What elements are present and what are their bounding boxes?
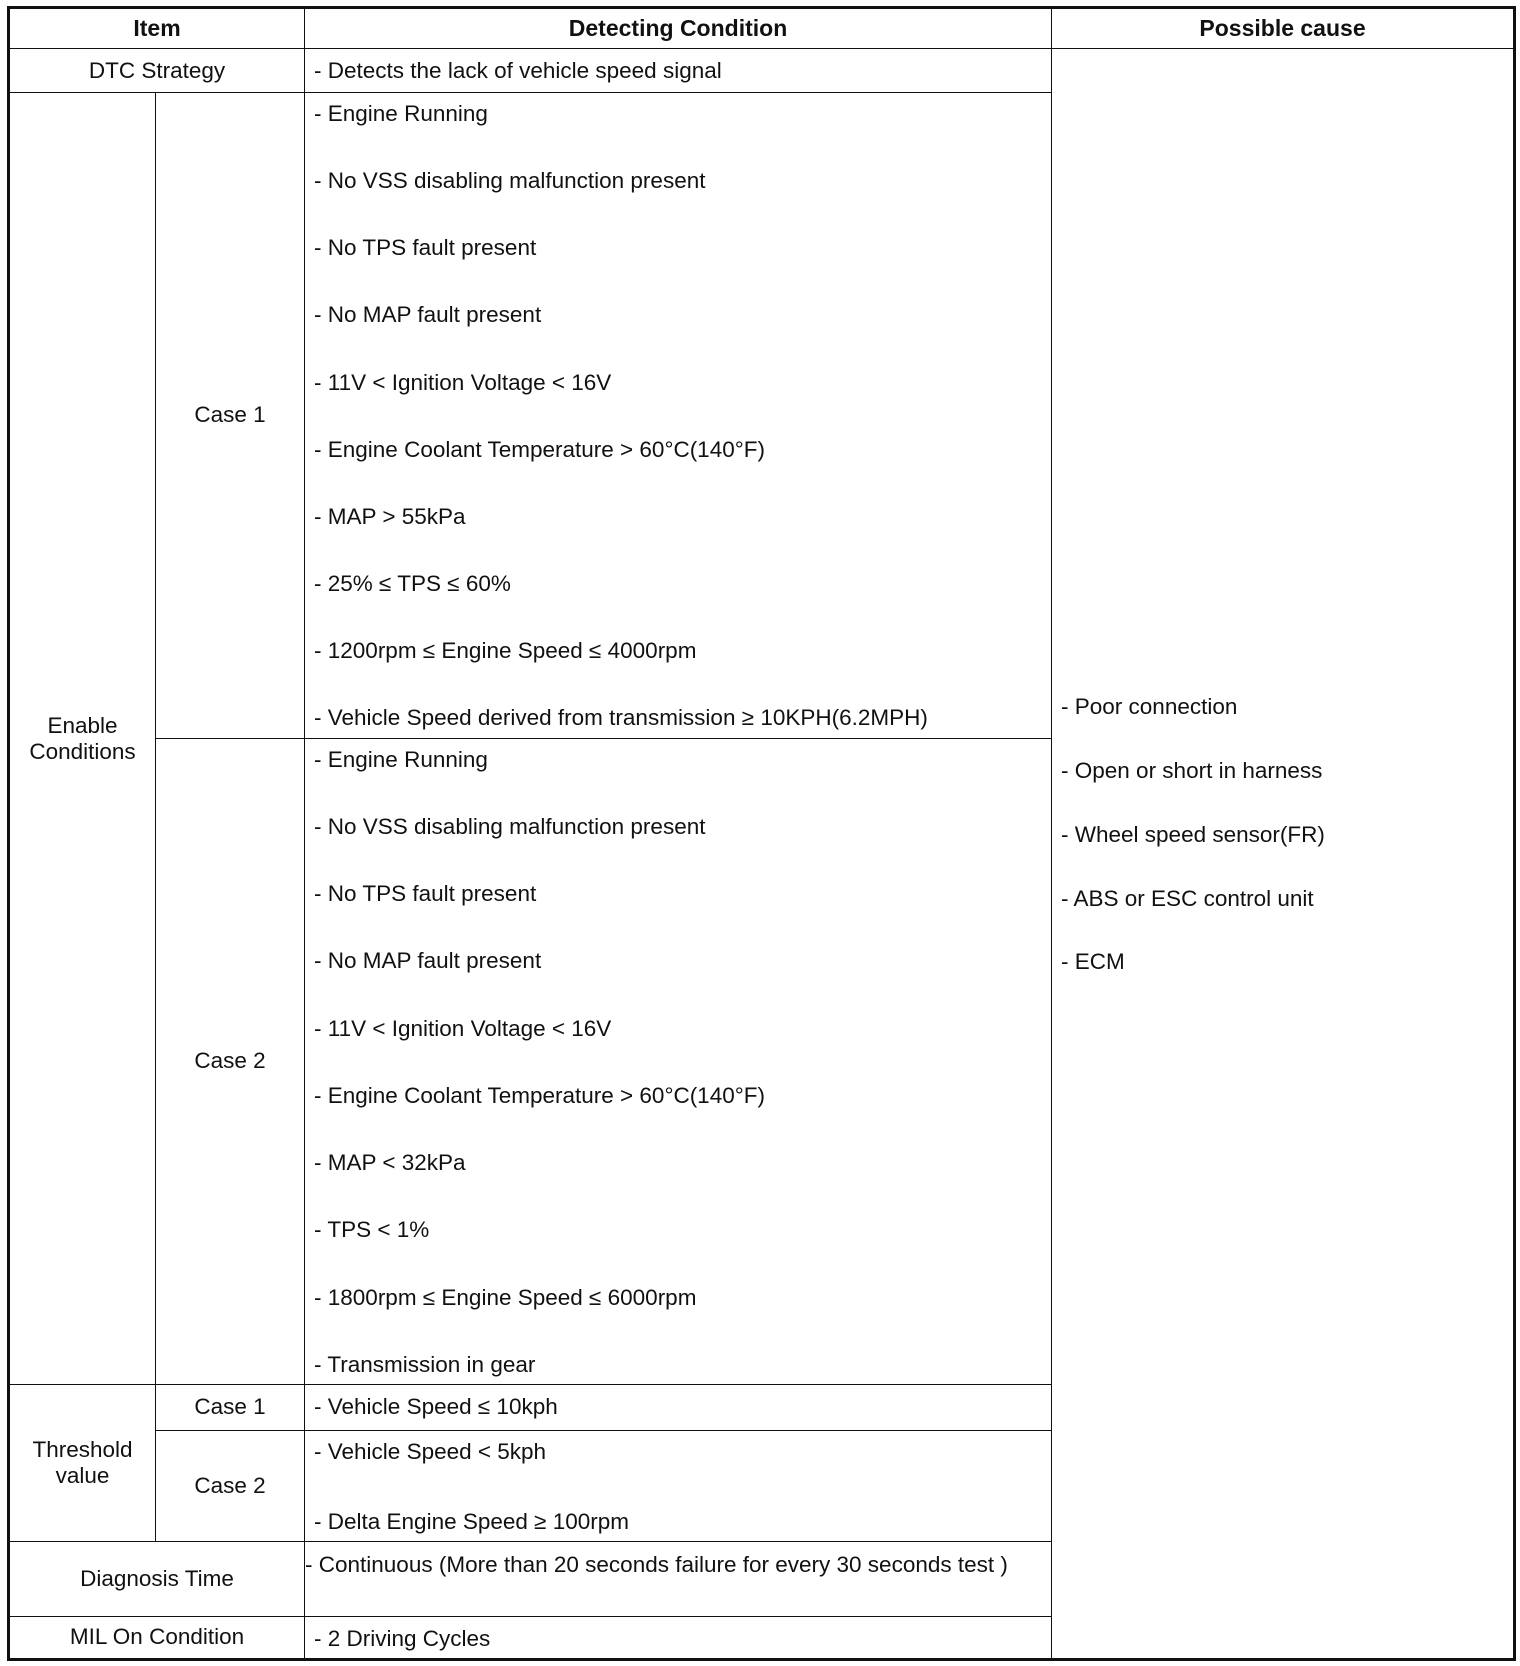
condition-item: - Engine Running [314,100,488,126]
condition-item: - No MAP fault present [314,948,542,974]
condition-item: - 11V < Ignition Voltage < 16V [314,369,612,395]
possible-cause-item: - Wheel speed sensor(FR) [1061,821,1325,847]
diagnosis-time-label: Diagnosis Time [9,1541,305,1616]
dtc-strategy-label: DTC Strategy [9,49,305,92]
condition-item: - TPS < 1% [314,1217,430,1243]
threshold-case1-label: Case 1 [156,1385,305,1430]
mil-on-condition-label: MIL On Condition [9,1616,305,1660]
possible-cause-item: - Open or short in harness [1061,758,1323,784]
threshold-case1-conditions: - Vehicle Speed ≤ 10kph [305,1385,1052,1430]
possible-cause-item: - ABS or ESC control unit [1061,885,1314,911]
header-possible-cause: Possible cause [1052,8,1515,49]
condition-item: - 11V < Ignition Voltage < 16V [314,1015,612,1041]
condition-item: - MAP < 32kPa [314,1150,466,1176]
mil-on-condition-value: - 2 Driving Cycles [305,1616,1052,1660]
possible-cause-item: - Poor connection [1061,694,1238,720]
condition-item: - 25% ≤ TPS ≤ 60% [314,571,511,597]
condition-item: - No VSS disabling malfunction present [314,168,706,194]
condition-item: - Vehicle Speed derived from transmission ≥ 10KPH(6.2MPH) [314,705,928,731]
diagnosis-time-condition: - Continuous (More than 20 seconds failure for every 30 seconds test ) [305,1541,1052,1616]
condition-item: - No TPS fault present [314,881,537,907]
condition-item: - Vehicle Speed < 5kph [314,1438,547,1464]
possible-cause-item: - ECM [1061,949,1125,975]
threshold-case2-conditions [305,1430,1052,1541]
condition-item: - No VSS disabling malfunction present [314,813,706,839]
enable-case1-conditions [305,92,1052,738]
condition-item: - Delta Engine Speed ≥ 100rpm [314,1508,630,1534]
possible-cause-cell [1052,49,1515,1660]
threshold-case2-label: Case 2 [156,1430,305,1541]
threshold-label: Threshold value [9,1385,156,1542]
condition-item: - Engine Running [314,746,488,772]
condition-item: - MAP > 55kPa [314,503,466,529]
enable-case2-conditions [305,738,1052,1385]
condition-item: - 1800rpm ≤ Engine Speed ≤ 6000rpm [314,1284,697,1310]
condition-item: - No TPS fault present [314,235,537,261]
enable-case2-label: Case 2 [156,738,305,1385]
condition-item: - Engine Coolant Temperature > 60°C(140°F) [314,436,765,462]
condition-item: - No MAP fault present [314,302,542,328]
dtc-strategy-condition: - Detects the lack of vehicle speed signal [305,49,1052,92]
condition-item: - 1200rpm ≤ Engine Speed ≤ 4000rpm [314,638,697,664]
dtc-table [7,6,1516,1661]
condition-item: - Transmission in gear [314,1352,536,1378]
header-item: Item [9,8,305,49]
enable-case1-label: Case 1 [156,92,305,738]
header-detecting-condition: Detecting Condition [305,8,1052,49]
condition-item: - Engine Coolant Temperature > 60°C(140°F) [314,1082,765,1108]
enable-conditions-label: Enable Conditions [9,92,156,1384]
